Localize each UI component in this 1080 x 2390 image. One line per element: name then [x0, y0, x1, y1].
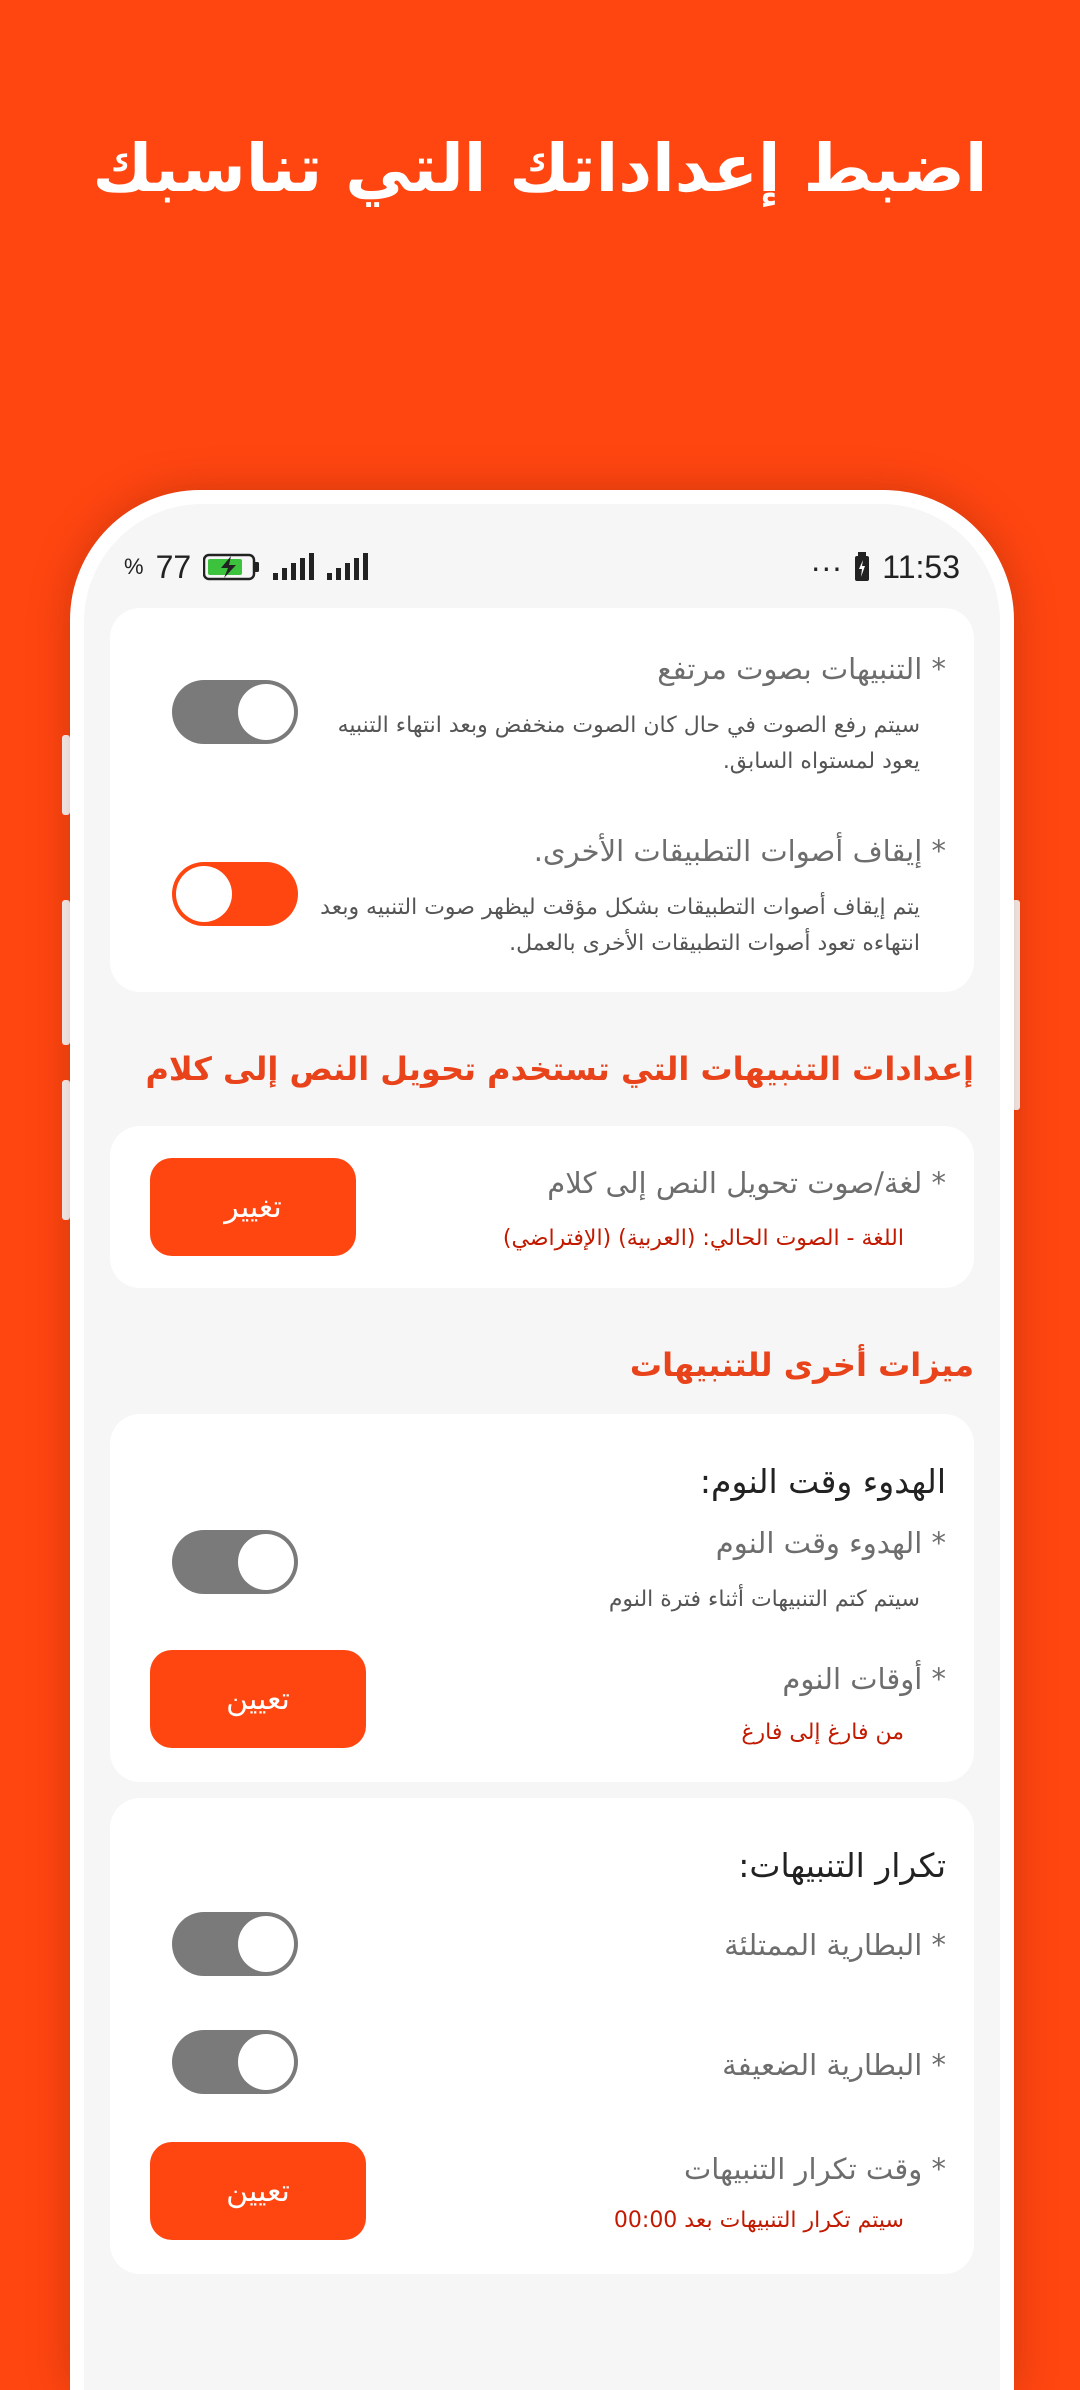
stop-app-sounds-description: يتم إيقاف أصوات التطبيقات بشكل مؤقت ليظهر صوت التنبيه وبعد انتهاءه تعود أصوات التطبيقات الأخرى بالعمل. [320, 895, 920, 956]
battery-low-toggle[interactable] [172, 2030, 298, 2094]
battery-charging-icon [203, 553, 261, 581]
other-features-title: ميزات أخرى للتنبيهات [629, 1346, 974, 1384]
repeat-time-value: سيتم تكرار التنبيهات بعد 00:00 [613, 2208, 904, 2233]
phone-frame [70, 490, 1014, 2390]
loud-alerts-toggle[interactable] [172, 680, 298, 744]
stop-app-sounds-title: * إيقاف أصوات التطبيقات الأخرى. [533, 834, 946, 868]
set-repeat-time-button[interactable]: تعيين [150, 2142, 366, 2240]
quiet-sleep-toggle[interactable] [172, 1530, 298, 1594]
tts-section-title: إعدادات التنبيهات التي تستخدم تحويل النص إلى كلام [145, 1050, 974, 1088]
toggle-knob [238, 684, 294, 740]
tts-card [110, 1126, 974, 1288]
loud-alerts-title: * التنبيهات بصوت مرتفع [657, 652, 946, 686]
quiet-sleep-description: سيتم كتم التنبيهات أثناء فترة النوم [608, 1587, 920, 1612]
phone-side-button [62, 900, 70, 1045]
repeat-card [110, 1798, 974, 2274]
change-voice-button[interactable]: تغيير [150, 1158, 356, 1256]
phone-screen [84, 504, 1000, 2390]
quiet-sleep-title: * الهدوء وقت النوم [715, 1526, 946, 1560]
battery-low-title: * البطارية الضعيفة [722, 2048, 946, 2082]
battery-percent-sign: % [124, 554, 144, 579]
battery-full-title: * البطارية الممتلئة [724, 1928, 946, 1962]
status-bar-left [124, 549, 369, 586]
sleep-card [110, 1414, 974, 1782]
status-bar [124, 544, 960, 590]
stop-app-sounds-toggle[interactable] [172, 862, 298, 926]
sleep-times-title: * أوقات النوم [782, 1662, 946, 1696]
toggle-knob [238, 1534, 294, 1590]
signal-icon [327, 553, 369, 581]
battery-full-toggle[interactable] [172, 1912, 298, 1976]
status-time: 11:53 [882, 548, 960, 585]
sleep-times-value: من فارغ إلى فارغ [741, 1720, 904, 1745]
tts-current-voice: اللغة - الصوت الحالي: (العربية) (الإفتراضي) [502, 1226, 904, 1251]
loud-alerts-description: سيتم رفع الصوت في حال كان الصوت منخفض وبعد انتهاء التنبيه يعود لمستواه السابق. [337, 713, 920, 774]
more-dots-icon: ··· [810, 548, 843, 585]
status-bar-right [810, 549, 960, 586]
alert-sound-card [110, 608, 974, 992]
headline: اضبط إعداداتك التي تناسبك [92, 130, 988, 207]
set-sleep-times-button[interactable]: تعيين [150, 1650, 366, 1748]
repeat-time-title: * وقت تكرار التنبيهات [683, 2152, 946, 2186]
signal-icon [273, 553, 315, 581]
toggle-knob [238, 2034, 294, 2090]
toggle-knob [176, 866, 232, 922]
battery-saver-icon [854, 552, 870, 582]
phone-side-button [62, 735, 70, 815]
tts-voice-title: * لغة/صوت تحويل النص إلى كلام [547, 1166, 946, 1200]
phone-side-button [62, 1080, 70, 1220]
sleep-heading: الهدوء وقت النوم: [699, 1462, 946, 1501]
toggle-knob [238, 1916, 294, 1972]
battery-level: 77 [155, 548, 192, 585]
repeat-heading: تكرار التنبيهات: [738, 1846, 946, 1885]
